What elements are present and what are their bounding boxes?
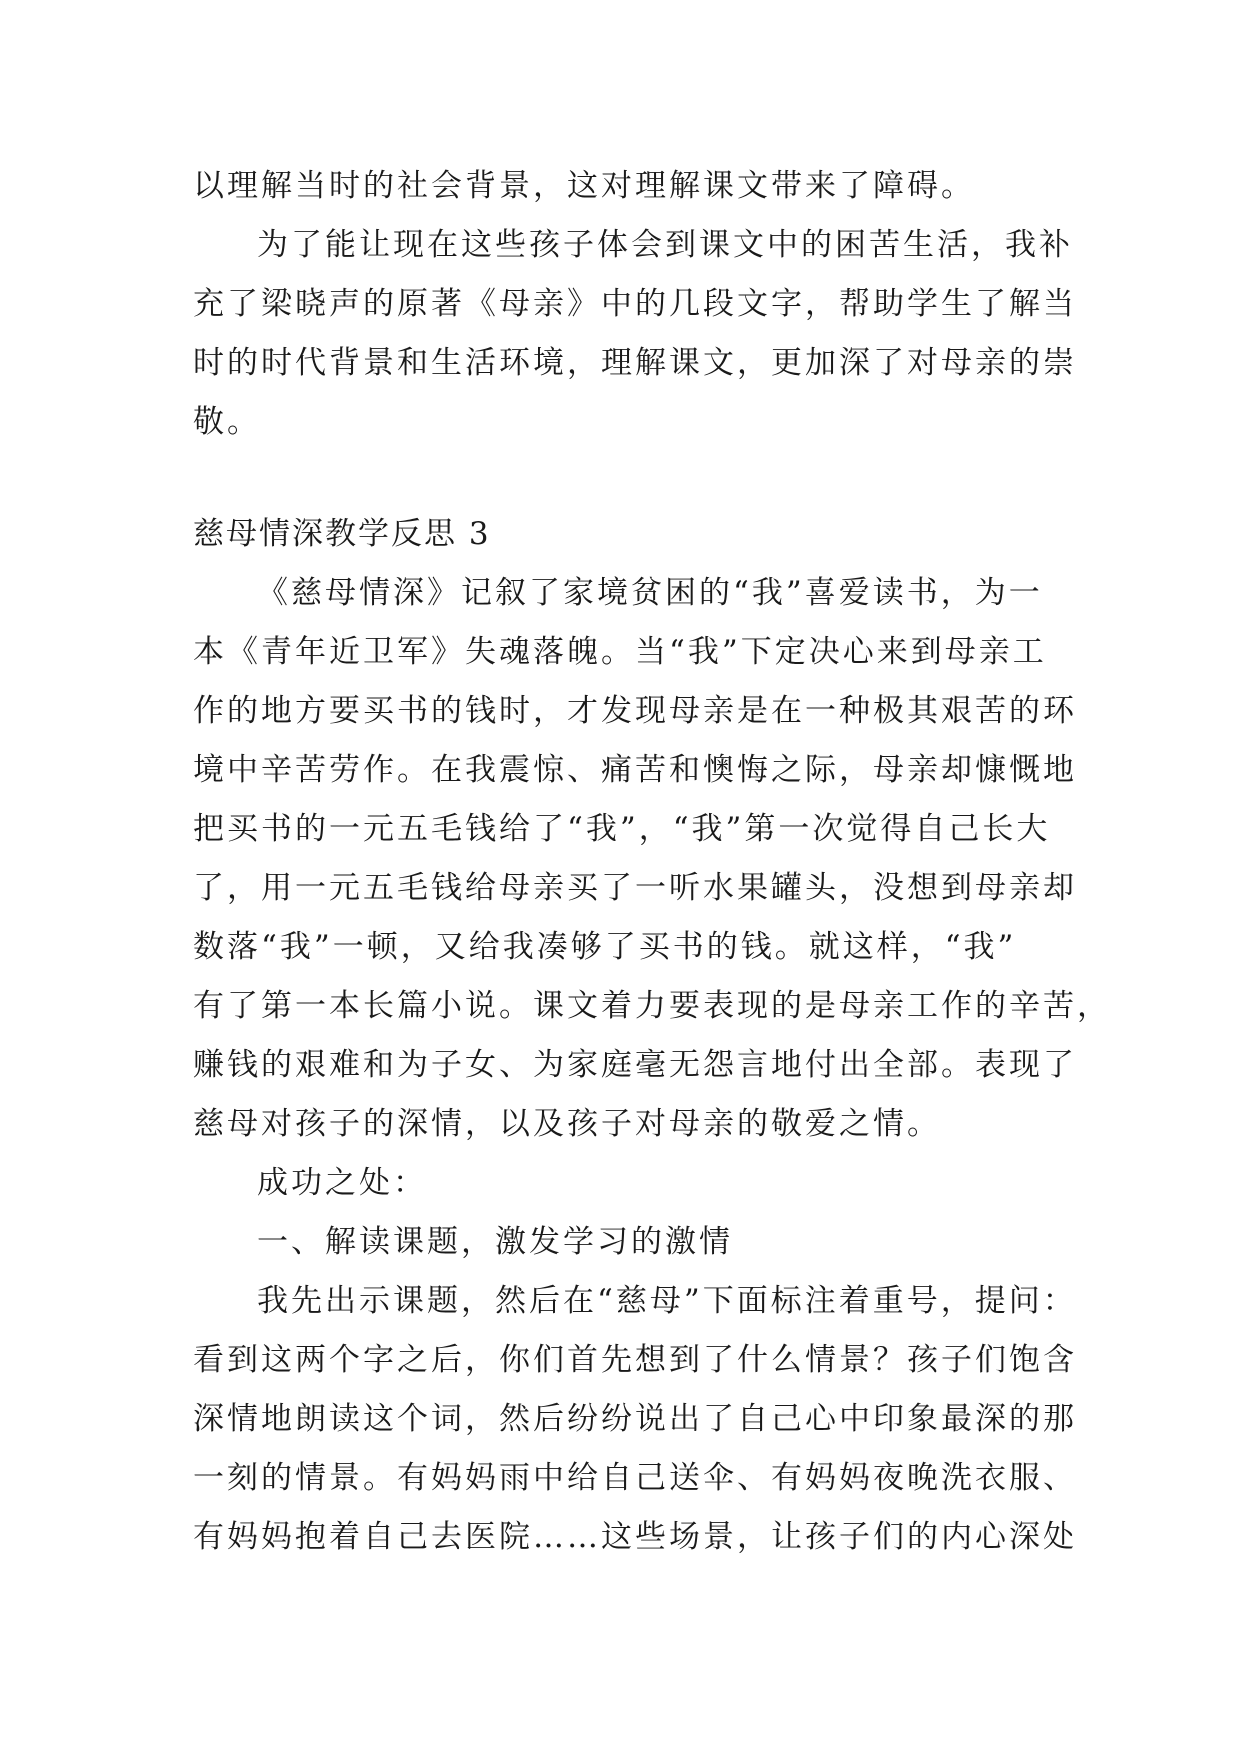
text-line: 看到这两个字之后，你们首先想到了什么情景？孩子们饱含 xyxy=(193,1342,1077,1378)
section-heading: 慈母情深教学反思 3 xyxy=(193,516,491,552)
text-line: 深情地朗读这个词，然后纷纷说出了自己心中印象最深的那 xyxy=(193,1401,1077,1437)
paragraph-first-line: 我先出示课题，然后在“慈母”下面标注着重号，提问： xyxy=(257,1283,1077,1319)
text-line: 作的地方要买书的钱时，才发现母亲是在一种极其艰苦的环 xyxy=(193,693,1077,729)
subheading-success: 成功之处： xyxy=(257,1165,427,1201)
text-line: 有了第一本长篇小说。课文着力要表现的是母亲工作的辛苦， xyxy=(193,988,1111,1024)
text-line: 慈母对孩子的深情，以及孩子对母亲的敬爱之情。 xyxy=(193,1106,941,1142)
text-line: 以理解当时的社会背景，这对理解课文带来了障碍。 xyxy=(193,168,975,204)
text-line: 充了梁晓声的原著《母亲》中的几段文字，帮助学生了解当 xyxy=(193,286,1077,322)
subheading-point-one: 一、解读课题，激发学习的激情 xyxy=(257,1224,733,1260)
text-line: 境中辛苦劳作。在我震惊、痛苦和懊悔之际，母亲却慷慨地 xyxy=(193,752,1077,788)
text-line: 一刻的情景。有妈妈雨中给自己送伞、有妈妈夜晚洗衣服、 xyxy=(193,1460,1077,1496)
text-line: 了，用一元五毛钱给母亲买了一听水果罐头，没想到母亲却 xyxy=(193,870,1077,906)
text-line: 本《青年近卫军》失魂落魄。当“我”下定决心来到母亲工 xyxy=(193,634,1047,670)
paragraph-first-line: 《慈母情深》记叙了家境贫困的“我”喜爱读书，为一 xyxy=(257,575,1043,611)
text-line: 敬。 xyxy=(193,404,261,440)
text-line: 有妈妈抱着自己去医院……这些场景，让孩子们的内心深处 xyxy=(193,1519,1077,1555)
text-line: 把买书的一元五毛钱给了“我”，“我”第一次觉得自己长大 xyxy=(193,811,1051,847)
text-line: 时的时代背景和生活环境，理解课文，更加深了对母亲的崇 xyxy=(193,345,1077,381)
text-line: 赚钱的艰难和为子女、为家庭毫无怨言地付出全部。表现了 xyxy=(193,1047,1077,1083)
text-line: 数落“我”一顿，又给我凑够了买书的钱。就这样，“我” xyxy=(193,929,1017,965)
paragraph-first-line: 为了能让现在这些孩子体会到课文中的困苦生活，我补 xyxy=(257,227,1073,263)
